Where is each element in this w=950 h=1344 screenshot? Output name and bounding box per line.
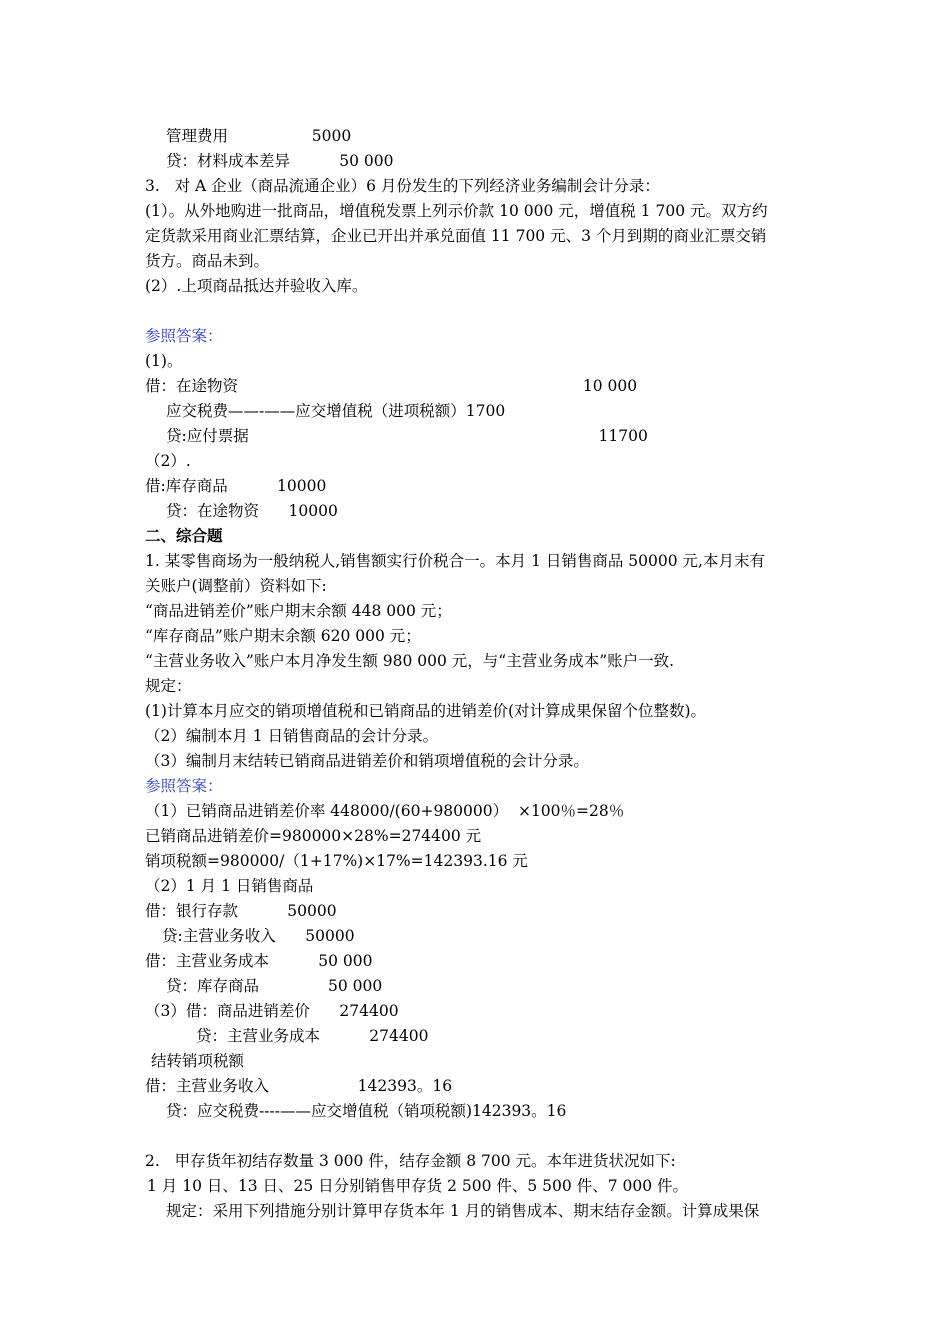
section-heading: 二、综合题 [145,526,223,545]
text-line: （3）编制月末结转已销商品进销差价和销项增值税的会计分录。 [145,752,589,770]
journal-entry-line: 借:库存商品 10000 [145,477,327,495]
text-line: “商品进销差价”账户期末余额 448 000 元； [145,602,452,620]
reference-answer-label: 参照答案： [145,327,223,345]
text-line: (1)。 [145,352,183,370]
text-line: （2）编制本月 1 日销售商品的会计分录。 [145,727,439,745]
text-line: (1）。从外地购进一批商品，增值税发票上列示价款 10 000 元，增值税 1 700 元。双方约 [145,202,768,220]
text-line: 规定： [145,677,192,695]
journal-entry-line: 借：银行存款 50000 [145,902,337,920]
reference-answer-label: 参照答案： [145,777,223,795]
text-line: （2）. [145,452,191,470]
journal-entry-line: 借：主营业务收入 142393。16 [145,1077,453,1095]
text-line: (2）.上项商品抵达并验收入库。 [145,277,368,295]
text-line: 1. 某零售商场为一般纳税人,销售额实行价税合一。本月 1 日销售商品 50000 元,本月末有 [145,552,765,570]
text-line: 已销商品进销差价=980000×28%=274400 元 [145,827,482,845]
text-line: 结转销项税额 [151,1052,245,1070]
text-line: 规定：采用下列措施分别计算甲存货本年 1 月的销售成本、期末结存金额。计算成果保 [166,1202,760,1220]
text-line: （1）已销商品进销差价率 448000/(60+980000） ×100％=28％ [145,802,625,820]
text-line: (1)计算本月应交的销项增值税和已销商品的进销差价(对计算成果保留个位整数)。 [145,702,707,720]
text-line: 定货款采用商业汇票结算，企业已开出并承兑面值 11 700 元、3 个月到期的商业汇票交销 [145,227,767,245]
journal-entry-line: 贷:应付票据 11700 [166,427,648,445]
text-line: 贷：材料成本差异 50 000 [166,152,394,170]
text-line: 货方。商品未到。 [145,252,270,270]
text-line: 关账户(调整前）资料如下: [145,577,327,595]
journal-entry-line: 贷：应交税费----——应交增值税（销项税额)142393。16 [166,1102,567,1120]
journal-entry-line: 贷：库存商品 50 000 [166,977,383,995]
question-3-heading: 3. 对 A 企业（商品流通企业）6 月份发生的下列经济业务编制会计分录： [145,177,660,195]
text-line: （2）1 月 1 日销售商品 [145,877,314,895]
text-line: 1 月 10 日、13 日、25 日分别销售甲存货 2 500 件、5 500 件、7 000 件。 [147,1177,688,1195]
journal-entry-line: （3）借：商品进销差价 274400 [145,1002,399,1020]
text-line: 管理费用 5000 [166,127,352,145]
text-line: “库存商品”账户期末余额 620 000 元； [145,627,421,645]
journal-entry-line: 应交税费——-——应交增值税（进项税额）1700 [166,402,506,420]
journal-entry-line: 借：在途物资 10 000 [145,377,638,395]
text-line: 销项税额=980000/（1+17%)×17%=142393.16 元 [145,852,528,870]
text-line: “主营业务收入”账户本月净发生额 980 000 元，与“主营业务成本”账户一致. [145,652,675,670]
journal-entry-line: 贷:主营业务收入 50000 [162,927,355,945]
journal-entry-line: 贷：在途物资 10000 [166,502,338,520]
question-2-heading: 2. 甲存货年初结存数量 3 000 件，结存金额 8 700 元。本年进货状况如下: [145,1152,676,1170]
journal-entry-line: 贷：主营业务成本 274400 [196,1027,429,1045]
journal-entry-line: 借：主营业务成本 50 000 [145,952,373,970]
